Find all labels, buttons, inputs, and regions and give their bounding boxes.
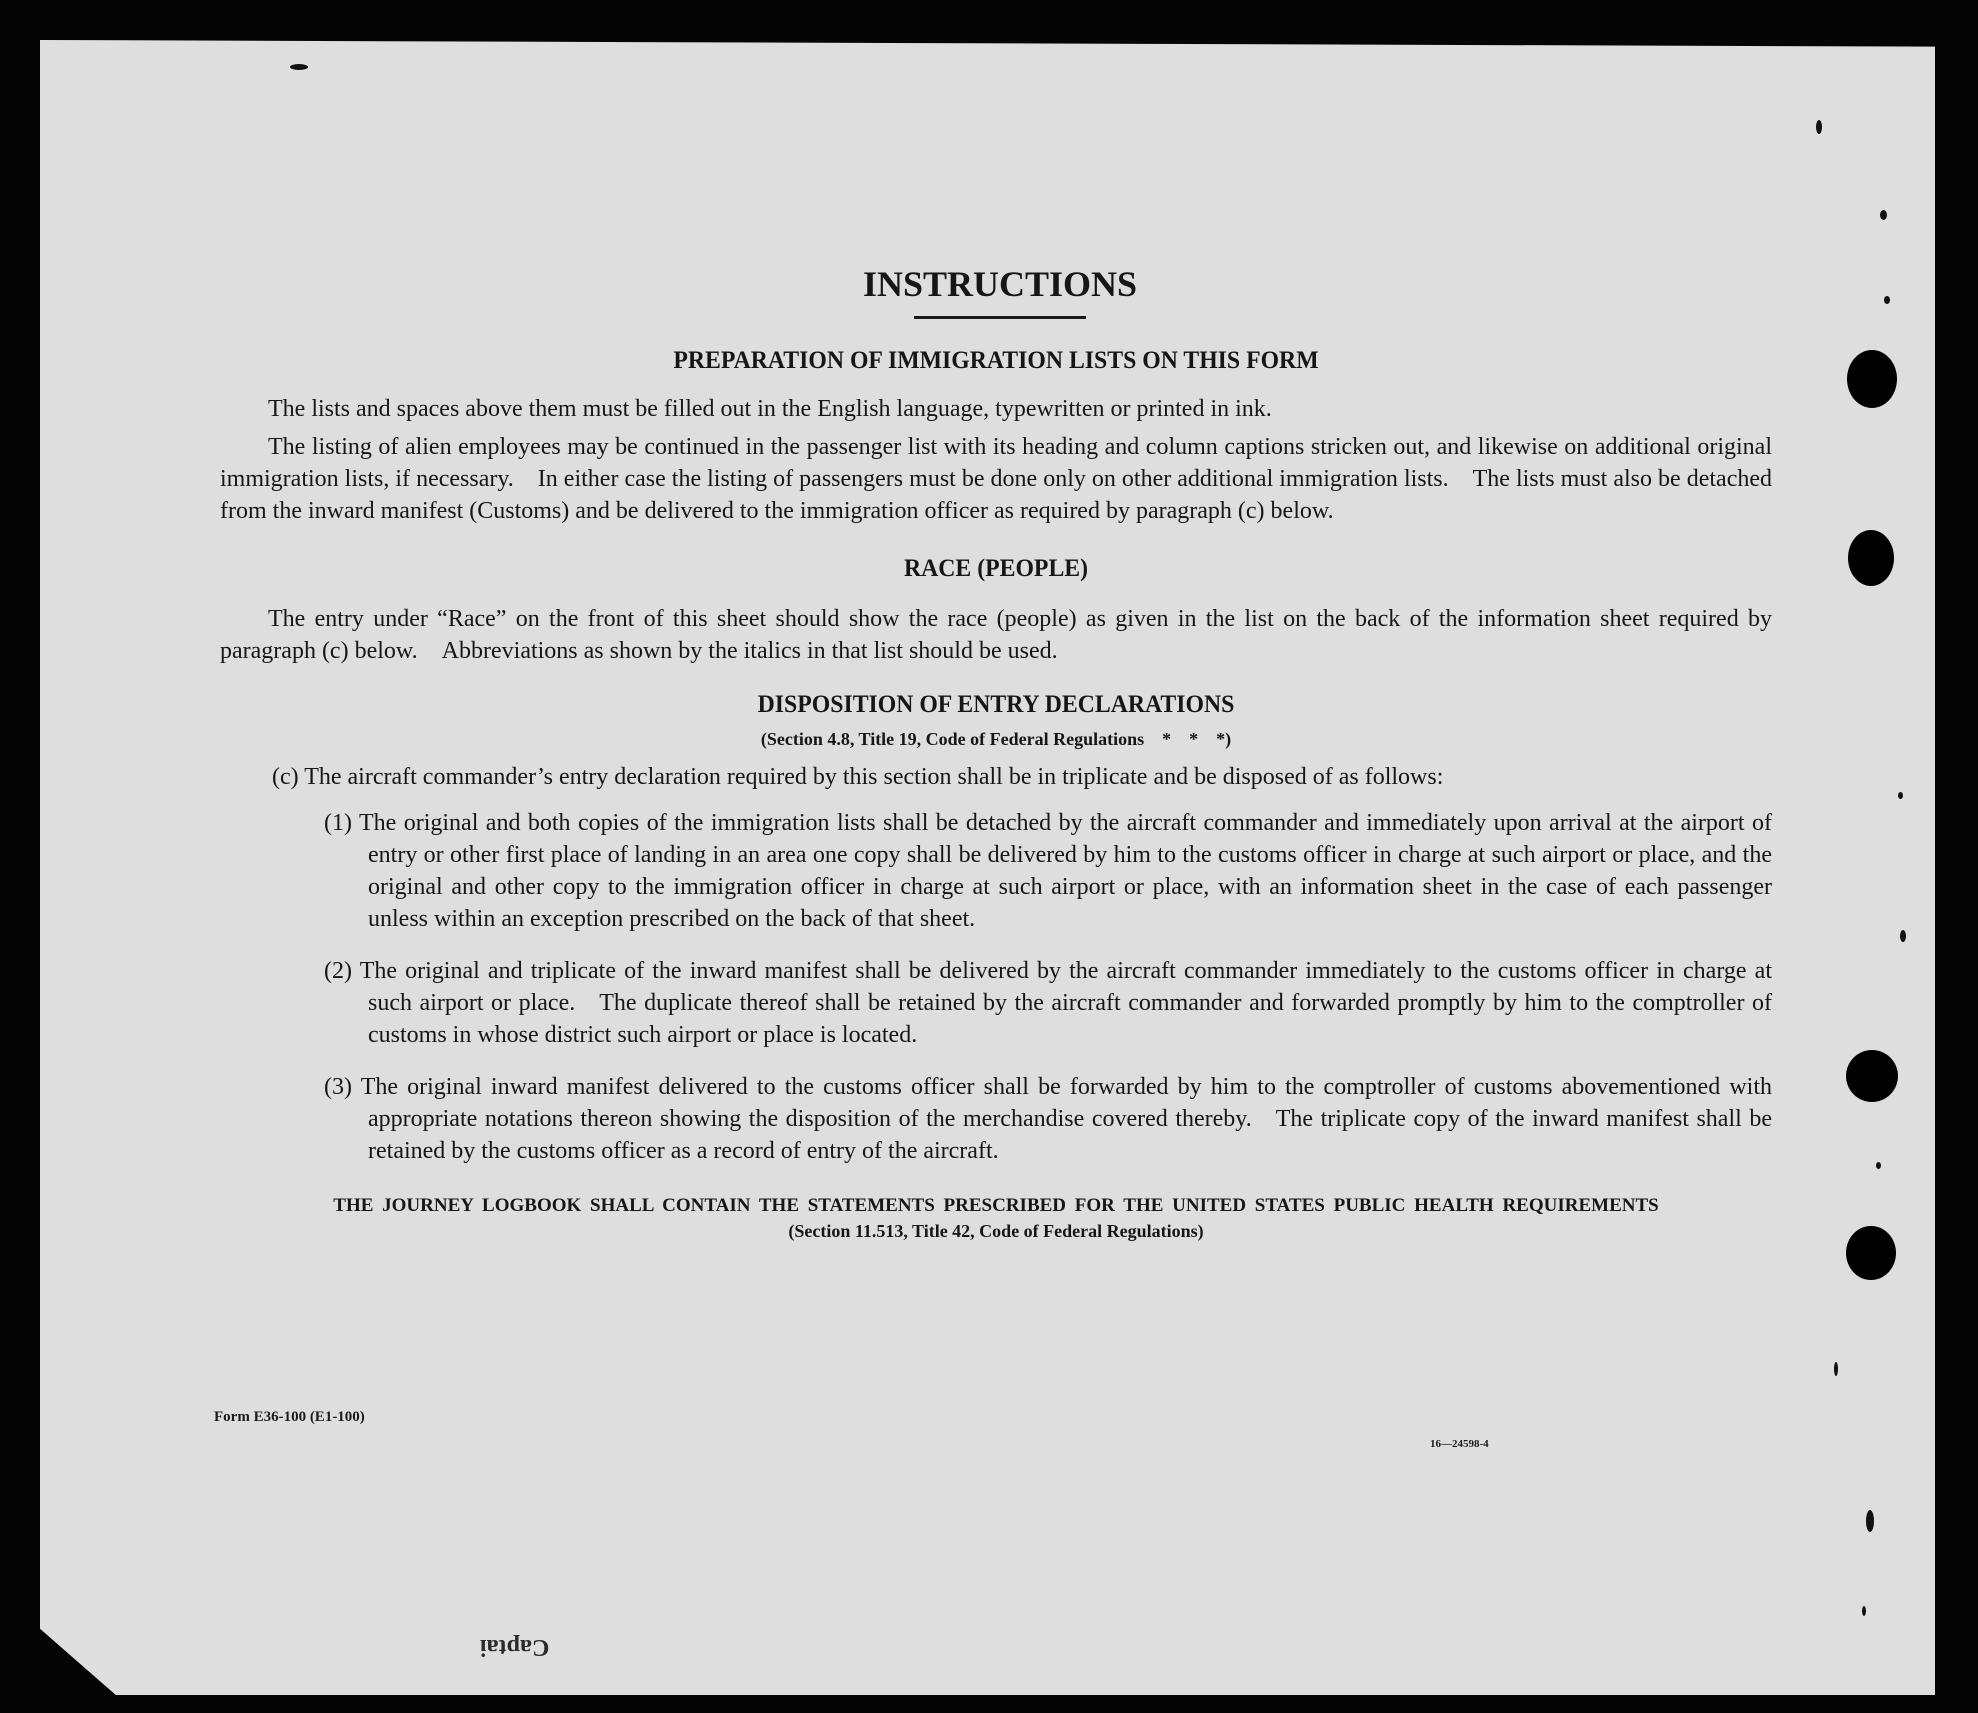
disposition-citation: (Section 4.8, Title 19, Code of Federal Regulations * * *) xyxy=(760,729,1232,749)
scan-speck xyxy=(290,64,308,70)
scan-speck xyxy=(1880,210,1887,220)
preparation-paragraph: The lists and spaces above them must be filled out in the English language, typewritten or printed in ink. xyxy=(268,396,1272,422)
preparation-heading: PREPARATION OF IMMIGRATION LISTS ON THIS FORM xyxy=(673,347,1319,374)
print-code: 16—24598-4 xyxy=(1430,1438,1489,1450)
punch-hole xyxy=(1847,350,1897,408)
disposition-heading: DISPOSITION OF ENTRY DECLARATIONS xyxy=(757,691,1235,718)
punch-hole xyxy=(1846,1226,1896,1280)
race-paragraph: The entry under “Race” on the front of this sheet should show the race (people) as given in the list on the back of the information sheet required by paragraph (c) below. Abbreviations as shown by the italics in that list should be used. xyxy=(220,606,1772,664)
scan-speck xyxy=(1816,120,1822,134)
disposition-item: (2) The original and triplicate of the inward manifest shall be delivered by the aircraft commander immediately to the customs officer in charge at such airport or place. The duplicate thereof shall be retained by the aircraft commander and forwarded promptly by him to the comptroller of customs in whose district such airport or place is located. xyxy=(324,958,1772,1048)
disposition-intro: (c) The aircraft commander’s entry declaration required by this section shall be in triplicate and be disposed of as follows: xyxy=(272,764,1444,790)
scan-speck xyxy=(1884,296,1890,304)
scan-speck xyxy=(1834,1362,1838,1376)
punch-hole xyxy=(1846,1050,1898,1102)
scan-speck xyxy=(1900,930,1906,942)
scan-speck xyxy=(1898,792,1903,799)
race-heading: RACE (PEOPLE) xyxy=(903,555,1089,582)
form-number: Form E36-100 (E1-100) xyxy=(214,1409,365,1425)
logbook-citation: (Section 11.513, Title 42, Code of Federal Regulations) xyxy=(788,1221,1204,1241)
preparation-paragraph: The listing of alien employees may be continued in the passenger list with its heading and column captions stricken out, and likewise on additional original immigration lists, if necessary. In either case the listing of passengers must be done only on other additional immigration lists. The lists must also be detached from the inward manifest (Customs) and be delivered to the immigration officer as required by paragraph (c) below. xyxy=(220,434,1772,524)
scan-speck xyxy=(1876,1162,1881,1169)
punch-hole xyxy=(1848,530,1894,586)
instructions-body xyxy=(220,262,1772,1243)
title-underline xyxy=(914,316,1086,319)
disposition-item: (1) The original and both copies of the immigration lists shall be detached by the aircraft commander and immediately upon arrival at the airport of entry or other first place of landing in an area one copy shall be delivered by him to the customs officer in charge at such airport or place, and the original and other copy to the immigration officer in charge at such airport or place, with an information sheet in the case of each passenger unless within an exception prescribed on the back of that sheet. xyxy=(324,810,1772,932)
scan-speck xyxy=(1862,1606,1866,1616)
page-title: INSTRUCTIONS xyxy=(862,264,1138,304)
scan-speck xyxy=(1866,1510,1874,1532)
disposition-item: (3) The original inward manifest delivered to the customs officer shall be forwarded by him to the comptroller of customs abovementioned with appropriate notations thereon showing the disposition of the merchandise covered thereby. The triplicate copy of the inward manifest shall be retained by the customs officer as a record of entry of the aircraft. xyxy=(324,1074,1772,1164)
bleed-through-stamp: Captai xyxy=(480,1634,550,1660)
logbook-statement: THE JOURNEY LOGBOOK SHALL CONTAIN THE STATEMENTS PRESCRIBED FOR THE UNITED STATES PUBLIC HEALTH REQUIREMENTS xyxy=(333,1195,1659,1216)
